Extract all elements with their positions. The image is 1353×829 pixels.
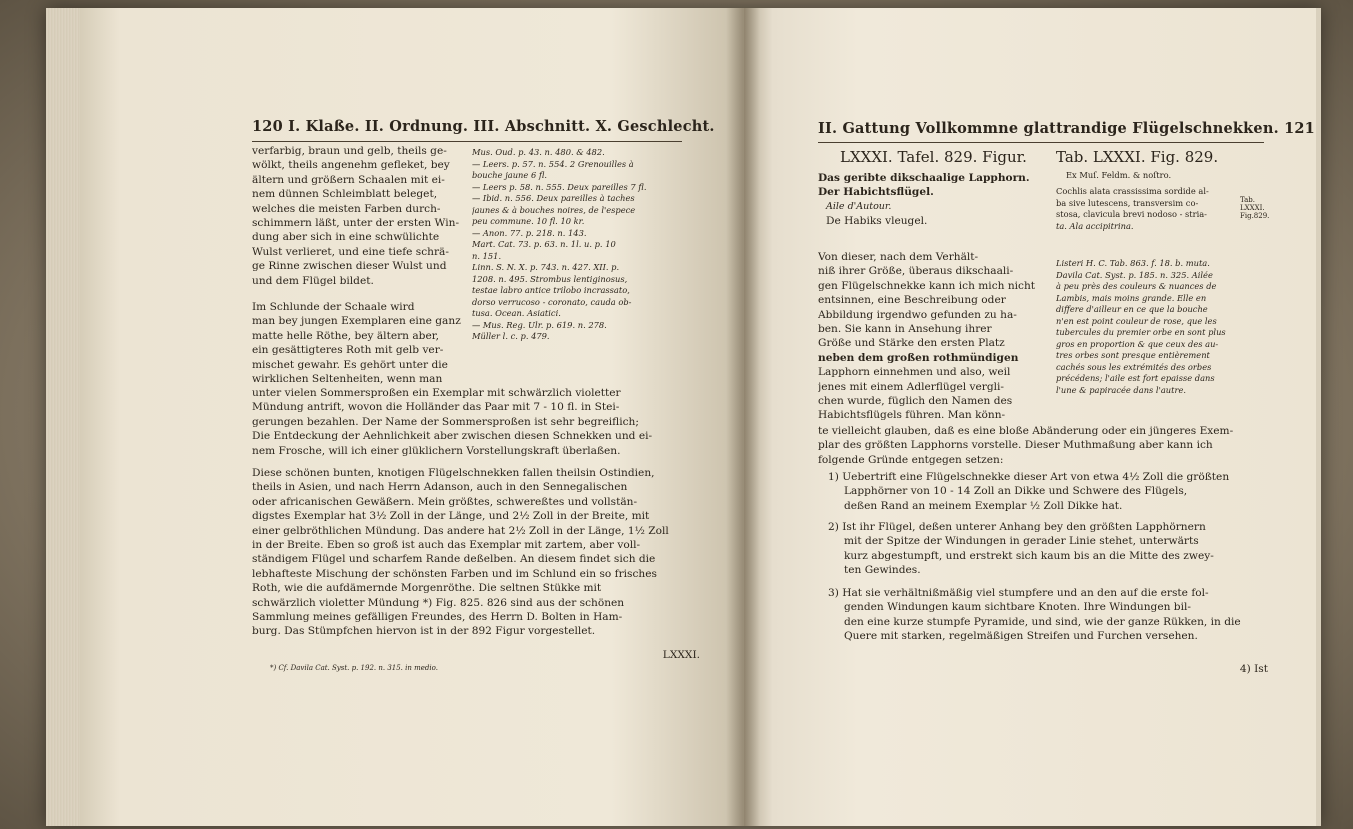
reference-line: cachés sous les extrémités des orbes (1056, 361, 1212, 372)
reference-line: — Anon. 77. p. 218. n. 143. (472, 227, 587, 238)
text-line: oder africanischen Gewäßern. Mein größtes, schwereßtes und vollstän- (252, 495, 638, 508)
figure-title-latin: Tab. LXXXI. Fig. 829. (1056, 148, 1219, 166)
species-name-de: Das geribte dikschaalige Lapphorn. (818, 172, 1030, 184)
text-line: 1) Uebertrift eine Flügelschnekke dieser Art von etwa 4½ Zoll die größten (828, 471, 1230, 483)
right-main-paragraph (818, 250, 1050, 423)
reference-line: à peu près des couleurs & nuances de (1056, 281, 1217, 291)
text-line: te vielleicht glauben, daß es eine bloße Abänderung oder ein jüngeres Exem- (818, 425, 1234, 437)
text-line: Wulst verlieret, und eine tiefe schrä- (252, 245, 449, 258)
text-line: neben dem großen rothmündigen (818, 351, 1019, 364)
reference-line: dorso verrucoso - coronato, cauda ob- (472, 296, 632, 307)
left-body-paragraph-2 (252, 466, 688, 639)
text-line: schwärzlich violetter Mündung *) Fig. 825. 826 sind aus der schönen (252, 596, 625, 609)
text-line: ältern und größern Schaalen mit ei- (252, 173, 445, 186)
text-line: ständigem Flügel und scharfem Rande deßelben. An diesem findet sich die (252, 553, 656, 566)
reference-line: n'en est point couleur de rose, que les (1056, 315, 1217, 326)
reference-line: jaunes & à bouches noires, de l'espece (472, 204, 636, 215)
reference-line: Mus. Oud. p. 43. n. 480. & 482. (472, 147, 605, 157)
reference-line: — Leers p. 58. n. 555. Deux pareilles 7 fl. (472, 181, 647, 192)
reference-line: Lambis, mais moins grande. Elle en (1056, 292, 1207, 303)
left-main-column (252, 144, 462, 288)
text-line: Die Entdeckung der Aehnlichkeit aber zwischen diesen Schnekken und ei- (252, 430, 653, 443)
left-page (80, 8, 744, 826)
text-line: mischet gewahr. Es gehört unter die (252, 358, 448, 371)
text-line: Cochlis alata crassissima sordide al- (1056, 186, 1209, 196)
text-line: Lapphörner von 10 - 14 Zoll an Dikke und Schwere des Flügels, (844, 485, 1188, 498)
numbered-item-1 (828, 470, 1268, 513)
reference-line: Linn. S. N. X. p. 743. n. 427. XII. p. (472, 262, 620, 272)
reference-line: bouche jaune 6 fl. (472, 170, 548, 180)
text-line: Größe und Stärke den ersten Platz (818, 337, 1005, 350)
figure-title-german: LXXXI. Tafel. 829. Figur. (840, 148, 1027, 166)
text-line: plar des größten Lapphorns vorstelle. Dieser Muthmaßung aber kann ich (818, 439, 1213, 452)
open-book (46, 8, 1321, 826)
species-names (818, 171, 1048, 229)
text-line: theils in Asien, und nach Herrn Adanson, auch in den Sennegalischen (252, 481, 628, 494)
text-line: folgende Gründe entgegen setzen: (818, 453, 1004, 466)
header-rule (252, 141, 682, 142)
right-page (744, 8, 1316, 826)
text-line: man bey jungen Exemplaren eine ganz (252, 315, 461, 328)
species-name-nl: De Habiks vleugel. (826, 215, 928, 228)
text-line: deßen Rand an meinem Exemplar ½ Zoll Dikke hat. (844, 499, 1123, 512)
reference-line: Mart. Cat. 73. p. 63. n. 1l. u. p. 10 (472, 239, 616, 249)
text-line: chen wurde, füglich den Namen des (818, 395, 1013, 408)
collection-source: Ex Muſ. Feldm. & noſtro. (1066, 170, 1172, 180)
reference-line: — Mus. Reg. Ulr. p. 619. n. 278. (472, 319, 607, 330)
reference-line: précédens; l'aile est fort epaisse dans (1056, 373, 1215, 383)
margin-note: Tab. LXXXI. Fig.829. (1240, 196, 1270, 220)
book-gutter (726, 8, 760, 826)
text-line: nem dünnen Schleimblatt beleget, (252, 188, 438, 201)
header-rule (818, 142, 1264, 143)
text-line: genden Windungen kaum sichtbare Knoten. Ihre Windungen bil- (844, 601, 1191, 614)
left-page-header: 120 I. Klaße. II. Ordnung. III. Abschnitt. X. Geschlecht. (252, 118, 715, 135)
right-catchword: 4) Ist (1239, 663, 1268, 675)
text-line: ein gesättigteres Roth mit gelb ver- (252, 344, 444, 357)
left-footnote: *) Cf. Davila Cat. Syst. p. 192. n. 315. in medio. (270, 664, 438, 672)
text-line: matte helle Röthe, bey ältern aber, (252, 329, 439, 342)
species-name-fr: Aile d'Autour. (826, 200, 892, 212)
text-line: Roth, wie die aufdämernde Morgenröthe. Die seltnen Stükke mit (252, 582, 602, 595)
reference-line: l'une & papiracée dans l'autre. (1056, 384, 1186, 395)
right-body-paragraph (818, 424, 1268, 467)
text-line: digstes Exemplar hat 3½ Zoll in der Länge, und 2½ Zoll in der Breite, mit (252, 510, 650, 523)
text-line: burg. Das Stümpfchen hiervon ist in der 892 Figur vorgestellet. (252, 625, 596, 638)
text-line: kurz abgestumpft, und erstrekt sich kaum bis an die Mitte des zwey- (844, 549, 1214, 562)
text-line: Sammlung meines gefälligen Freundes, des Herrn D. Bolten in Ham- (252, 611, 623, 624)
text-line: ta. Ala accipitrina. (1056, 220, 1134, 231)
numbered-item-2 (828, 520, 1268, 578)
reference-line: tusa. Ocean. Asiatici. (472, 308, 561, 318)
reference-line: n. 151. (472, 250, 502, 261)
text-line: Quere mit starken, regelmäßigen Streifen und Furchen versehen. (844, 630, 1198, 643)
reference-line: — Ibid. n. 556. Deux pareilles à taches (472, 193, 635, 203)
reference-line: testae labro antice trilobo incrassato, (472, 285, 630, 295)
text-line: ten Gewindes. (844, 564, 921, 577)
page-edges (46, 8, 80, 826)
text-line: schimmern läßt, unter der ersten Win- (252, 217, 460, 230)
reference-line: differe d'ailleur en ce que la bouche (1056, 304, 1208, 314)
reference-line: 1208. n. 495. Strombus lentiginosus, (472, 273, 628, 284)
right-page-header: II. Gattung Vollkommne glattrandige Flügelschnekken. 121 (818, 120, 1315, 137)
reference-line: gros en proportion & que ceux des au- (1056, 338, 1219, 349)
reference-line: Müller l. c. p. 479. (472, 331, 550, 341)
text-line: wölkt, theils angenehm gefleket, bey (252, 159, 450, 172)
text-line: in der Breite. Eben so groß ist auch das Exemplar mit zartem, aber voll- (252, 539, 641, 552)
reference-line: tubercules du premier orbe en sont plus (1056, 327, 1226, 337)
reference-line: tres orbes sont presque entièrement (1056, 350, 1210, 360)
right-references-column (1056, 258, 1266, 396)
text-line: Abbildung irgendwo gefunden zu ha- (818, 308, 1017, 321)
text-line: und dem Flügel bildet. (252, 274, 374, 287)
left-body-paragraph (252, 386, 688, 458)
left-main-column-2 (252, 300, 462, 386)
text-line: gen Flügelschnekke kann ich mich nicht (818, 279, 1036, 292)
text-line: lebhafteste Mischung der schönsten Farben und im Schlund ein so frisches (252, 567, 657, 580)
text-line: stosa, clavicula brevi nodoso - stria- (1056, 209, 1207, 219)
text-line: Im Schlunde der Schaale wird (252, 301, 415, 313)
reference-line: Davila Cat. Syst. p. 185. n. 325. Ailée (1056, 269, 1213, 280)
left-catchword: LXXXI. (662, 649, 700, 661)
text-line: ge Rinne zwischen dieser Wulst und (252, 260, 447, 273)
text-line: einer gelbröthlichen Mündung. Das andere hat 2½ Zoll in der Länge, 1½ Zoll (252, 524, 669, 537)
species-name-de-alt: Der Habichtsflügel. (818, 186, 934, 199)
text-line: Diese schönen bunten, knotigen Flügelschnekken fallen theilsin Ostindien, (252, 467, 655, 479)
text-line: nem Frosche, will ich einer glüklichern Vorstellungskraft überlaßen. (252, 444, 621, 457)
latin-description (1056, 186, 1236, 232)
text-line: gerungen bezahlen. Der Name der Sommersproßen ist sehr begreiflich; (252, 415, 639, 428)
text-line: ba sive lutescens, transversim co- (1056, 197, 1199, 208)
text-line: 2) Ist ihr Flügel, deßen unterer Anhang bey den größten Lapphörnern (828, 521, 1206, 533)
text-line: mit der Spitze der Windungen in gerader Linie stehet, unterwärts (844, 535, 1199, 548)
reference-line: Listeri H. C. Tab. 863. f. 18. b. muta. (1056, 258, 1210, 268)
text-line: den eine kurze stumpfe Pyramide, und sind, wie der ganze Rükken, in die (844, 615, 1241, 628)
text-line: Habichtsflügels führen. Man könn- (818, 409, 1006, 422)
reference-line: — Leers. p. 57. n. 554. 2 Grenouilles à (472, 158, 634, 169)
text-line: Von dieser, nach dem Verhält- (818, 251, 979, 263)
text-line: dung aber sich in eine schwülichte (252, 231, 440, 244)
text-line: Mündung antrift, wovon die Holländer das Paar mit 7 - 10 fl. in Stei- (252, 401, 620, 414)
left-references-column (472, 147, 687, 343)
text-line: verfarbig, braun und gelb, theils ge- (252, 145, 447, 157)
text-line: unter vielen Sommersproßen ein Exemplar mit schwärzlich violetter (252, 387, 621, 399)
text-line: 3) Hat sie verhältnißmäßig viel stumpfere und an den auf die erste fol- (828, 587, 1209, 599)
text-line: ben. Sie kann in Ansehung ihrer (818, 323, 992, 336)
text-line: welches die meisten Farben durch- (252, 202, 441, 215)
numbered-item-3 (828, 586, 1268, 644)
text-line: entsinnen, eine Beschreibung oder (818, 294, 1006, 307)
text-line: wirklichen Seltenheiten, wenn man (252, 373, 443, 386)
reference-line: peu commune. 10 fl. 10 kr. (472, 216, 585, 226)
text-line: niß ihrer Größe, überaus dikschaali- (818, 265, 1014, 278)
text-line: Lapphorn einnehmen und also, weil (818, 366, 1011, 379)
text-line: jenes mit einem Adlerflügel vergli- (818, 380, 1004, 393)
